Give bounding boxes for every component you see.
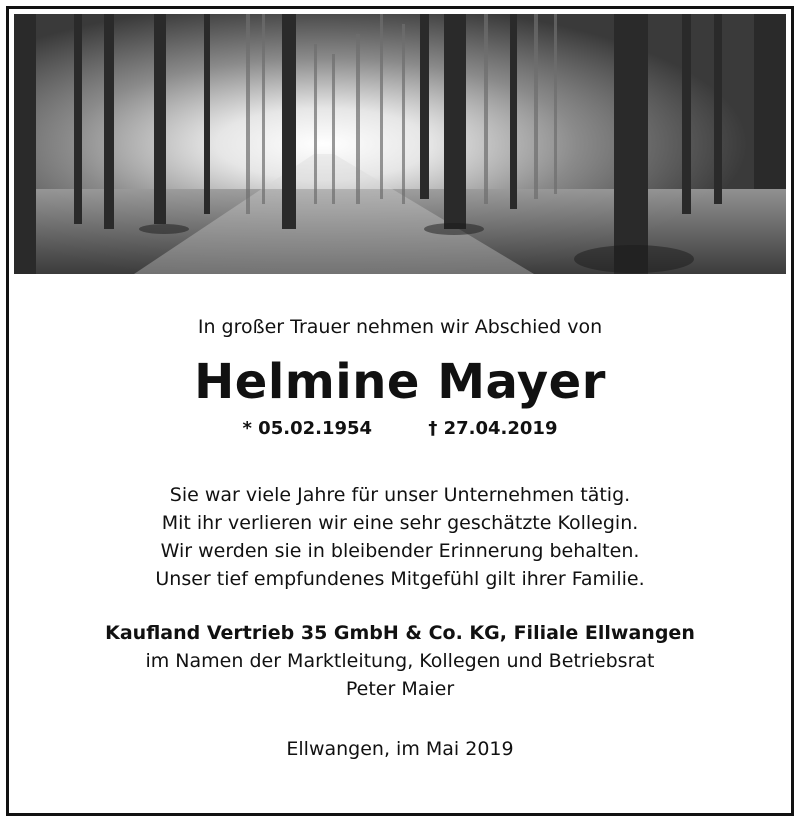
intro-line: In großer Trauer nehmen wir Abschied von (197, 316, 603, 338)
on-behalf-line: im Namen der Marktleitung, Kollegen und Betriebsrat (145, 650, 655, 672)
signer-name: Peter Maier (345, 678, 455, 700)
tribute-line: Mit ihr verlieren wir eine sehr geschätzte Kollegin. (161, 512, 639, 534)
tribute-line: Wir werden sie in bleibender Erinnerung behalten. (160, 540, 640, 562)
tribute-line: Sie war viele Jahre für unser Unternehmen tätig. (169, 484, 631, 506)
tribute-line: Unser tief empfundenes Mitgefühl gilt ihrer Familie. (155, 568, 645, 590)
company-name: Kaufland Vertrieb 35 GmbH & Co. KG, Filiale Ellwangen (105, 622, 695, 644)
forest-photo (14, 14, 786, 274)
birth-date: * 05.02.1954 (242, 418, 373, 439)
tribute-text (0, 481, 800, 593)
deceased-name: Helmine Mayer (194, 354, 606, 410)
place-date: Ellwangen, im Mai 2019 (286, 738, 514, 760)
life-dates (0, 418, 800, 439)
death-date: † 27.04.2019 (428, 418, 558, 439)
